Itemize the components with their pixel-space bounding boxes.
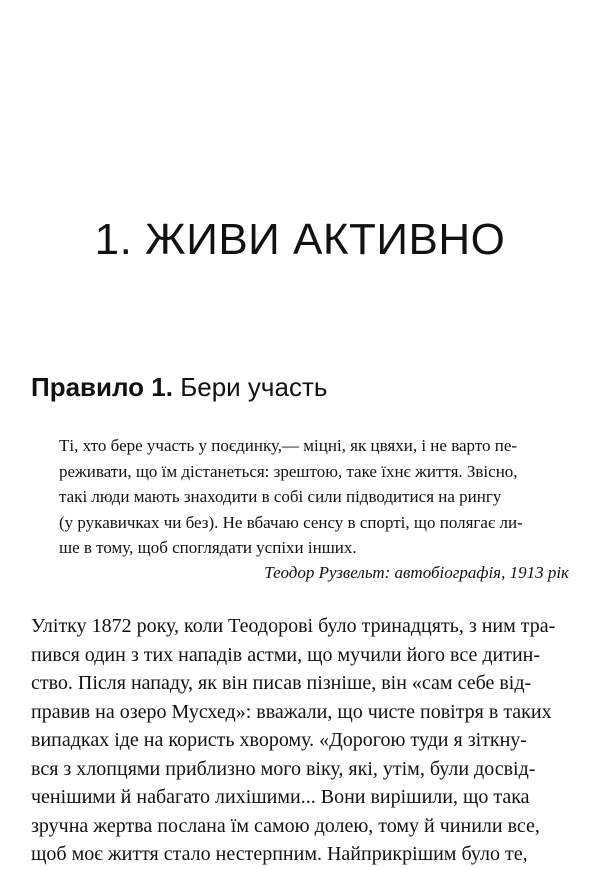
epigraph-line: ше в тому, щоб споглядати успіхи інших.	[59, 538, 357, 557]
epigraph-attribution: Теодор Рузвельт: автобіографія, 1913 рік	[264, 563, 569, 582]
body-paragraph	[31, 612, 576, 869]
rule-heading	[31, 369, 571, 405]
body-line: ченішими й набагато лихішими... Вони вирішили, що така	[31, 786, 530, 808]
body-line: вся з хлопцями приблизно мого віку, які, утім, були досвід-	[31, 757, 536, 780]
body-line: випадках іде на користь хворому. «Дорогою туди я зіткну-	[31, 729, 527, 751]
rule-number: Правило 1.	[31, 372, 173, 402]
chapter-title: 1. ЖИВИ АКТИВНО	[94, 215, 506, 264]
body-line: правив на озеро Мусхед»: вважали, що чисте повітря в таких	[31, 700, 552, 723]
epigraph-quote	[59, 433, 569, 561]
body-line: Улітку 1872 року, коли Теодорові було тринадцять, з ним тра-	[31, 615, 556, 637]
rule-title: Бери участь	[180, 372, 328, 402]
body-line: щоб моє життя стало нестерпним. Найприкрішим було те,	[31, 843, 528, 865]
epigraph-line: реживати, що їм дістанеться: зрештою, таке їхнє життя. Звісно,	[59, 461, 518, 481]
body-line: ство. Після нападу, як він писав пізніше, він «сам себе від-	[31, 672, 532, 694]
body-line: пився один з тих нападів астми, що мучили його все дитин-	[31, 643, 541, 666]
epigraph-line: такі люди мають знаходити в собі сили підводитися на рингу	[59, 487, 502, 506]
epigraph-line: (у рукавичках чи без). Не вбачаю сенсу в спорті, що полягає ли-	[59, 512, 523, 532]
body-line: зручна жертва послана їм самою долею, тому й чинили все,	[31, 814, 540, 837]
epigraph-line: Ті, хто бере участь у поєдинку,— міцні, як цвяхи, і не варто пе-	[59, 436, 518, 455]
